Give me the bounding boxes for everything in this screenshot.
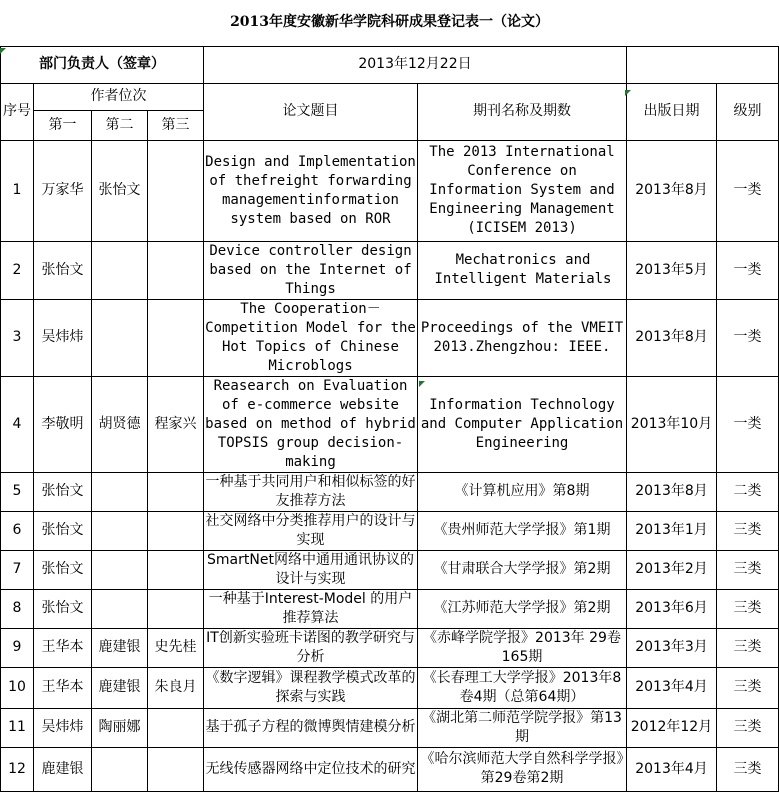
row-number[interactable]: 8	[1, 589, 34, 628]
journal-cell[interactable]: The 2013 International Conference on Information System and Engineering Management (ICISEM 2013)	[418, 140, 627, 241]
paper-title-cell[interactable]: 社交网络中分类推荐用户的设计与实现	[204, 511, 418, 550]
first-author-cell[interactable]: 万家华	[34, 140, 92, 241]
first-author-cell[interactable]: 张怡文	[34, 472, 92, 511]
row-number[interactable]: 12	[1, 747, 34, 791]
level-cell[interactable]: 三类	[717, 708, 779, 747]
level-cell[interactable]: 三类	[717, 550, 779, 589]
dept-head-label: 部门负责人（签章）	[1, 46, 204, 83]
table-row	[1, 589, 779, 628]
first-author-cell[interactable]: 王华本	[34, 628, 92, 667]
date-cell[interactable]: 2013年12月22日	[204, 46, 627, 83]
second-author-cell[interactable]: 鹿建银	[92, 628, 148, 667]
table-row	[1, 511, 779, 550]
pub-date-cell[interactable]: 2013年1月	[627, 511, 717, 550]
header-journal: 期刊名称及期数	[418, 83, 627, 140]
journal-cell[interactable]: 《贵州师范大学学报》第1期	[418, 511, 627, 550]
table-row	[1, 241, 779, 299]
pub-date-cell[interactable]: 2013年8月	[627, 140, 717, 241]
journal-cell[interactable]: 《甘肃联合大学学报》第2期	[418, 550, 627, 589]
row-number[interactable]: 4	[1, 376, 34, 472]
row-number[interactable]: 11	[1, 708, 34, 747]
third-author-cell[interactable]: 程家兴	[148, 376, 204, 472]
pub-date-cell[interactable]: 2012年12月	[627, 708, 717, 747]
third-author-cell[interactable]: 史先桂	[148, 628, 204, 667]
paper-title-cell[interactable]: 一种基于共同用户和相似标签的好友推荐方法	[204, 472, 418, 511]
third-author-cell[interactable]	[148, 550, 204, 589]
paper-title-cell[interactable]: Device controller design based on the Internet of Things	[204, 241, 418, 299]
journal-cell[interactable]: 《湖北第二师范学院学报》第13期	[418, 708, 627, 747]
cell-comment-marker	[419, 381, 425, 387]
journal-cell[interactable]: Mechatronics and Intelligent Materials	[418, 241, 627, 299]
third-author-cell[interactable]	[148, 241, 204, 299]
second-author-cell[interactable]	[92, 241, 148, 299]
table-row	[1, 472, 779, 511]
table-row	[1, 747, 779, 791]
paper-title-cell[interactable]: The Cooperation－Competition Model for the Hot Topics of Chinese Microblogs	[204, 299, 418, 376]
level-cell[interactable]: 二类	[717, 472, 779, 511]
second-author-cell[interactable]	[92, 299, 148, 376]
header-first-author: 第一	[34, 110, 92, 140]
first-author-cell[interactable]: 张怡文	[34, 550, 92, 589]
pub-date-cell[interactable]: 2013年8月	[627, 472, 717, 511]
level-cell[interactable]: 三类	[717, 589, 779, 628]
level-cell[interactable]: 三类	[717, 628, 779, 667]
third-author-cell[interactable]	[148, 472, 204, 511]
row-number[interactable]: 10	[1, 667, 34, 708]
first-author-cell[interactable]: 吴炜炜	[34, 299, 92, 376]
first-author-cell[interactable]: 鹿建银	[34, 747, 92, 791]
paper-title-cell[interactable]: 无线传感器网络中定位技术的研究	[204, 747, 418, 791]
third-author-cell[interactable]	[148, 299, 204, 376]
third-author-cell[interactable]	[148, 747, 204, 791]
second-author-cell[interactable]	[92, 472, 148, 511]
level-cell[interactable]: 一类	[717, 241, 779, 299]
level-cell[interactable]: 一类	[717, 140, 779, 241]
table-row	[1, 140, 779, 241]
level-cell[interactable]: 三类	[717, 747, 779, 791]
second-author-cell[interactable]	[92, 747, 148, 791]
table-row	[1, 299, 779, 376]
first-author-cell[interactable]: 李敬明	[34, 376, 92, 472]
level-cell[interactable]: 一类	[717, 376, 779, 472]
header-third-author: 第三	[148, 110, 204, 140]
journal-cell[interactable]: 《赤峰学院学报》2013年 29卷165期	[418, 628, 627, 667]
paper-title-cell[interactable]: SmartNet网络中通用通讯协议的设计与实现	[204, 550, 418, 589]
third-author-cell[interactable]	[148, 589, 204, 628]
first-author-cell[interactable]: 张怡文	[34, 241, 92, 299]
empty-cell[interactable]	[627, 46, 779, 83]
table-row	[1, 628, 779, 667]
journal-cell[interactable]: 《哈尔滨师范大学自然科学学报》第29卷第2期	[418, 747, 627, 791]
header-paper-title: 论文题目	[204, 83, 418, 140]
table-row	[1, 376, 779, 472]
row-number[interactable]: 7	[1, 550, 34, 589]
row-number[interactable]: 5	[1, 472, 34, 511]
pub-date-cell[interactable]: 2013年5月	[627, 241, 717, 299]
level-cell[interactable]: 一类	[717, 299, 779, 376]
row-number[interactable]: 6	[1, 511, 34, 550]
second-author-cell[interactable]	[92, 589, 148, 628]
cell-comment-marker	[625, 90, 631, 96]
third-author-cell[interactable]	[148, 140, 204, 241]
row-number[interactable]: 1	[1, 140, 34, 241]
second-author-cell[interactable]: 陶丽娜	[92, 708, 148, 747]
pub-date-cell[interactable]: 2013年2月	[627, 550, 717, 589]
second-author-cell[interactable]	[92, 550, 148, 589]
pub-date-cell[interactable]: 2013年6月	[627, 589, 717, 628]
journal-cell[interactable]: Proceedings of the VMEIT 2013.Zhengzhou: IEEE.	[418, 299, 627, 376]
pub-date-cell[interactable]: 2013年8月	[627, 299, 717, 376]
second-author-cell[interactable]: 胡贤德	[92, 376, 148, 472]
journal-cell[interactable]: 《计算机应用》第8期	[418, 472, 627, 511]
paper-title-cell[interactable]: Design and Implementation of thefreight forwarding managementinformation system based on ROR	[204, 140, 418, 241]
pub-date-cell[interactable]: 2013年4月	[627, 747, 717, 791]
header-level: 级别	[717, 83, 779, 140]
first-author-cell[interactable]: 吴炜炜	[34, 708, 92, 747]
row-number[interactable]: 9	[1, 628, 34, 667]
header-authors: 作者位次	[34, 83, 204, 110]
pub-date-cell[interactable]: 2013年10月	[627, 376, 717, 472]
paper-title-cell[interactable]: 基于孤子方程的微博舆情建模分析	[204, 708, 418, 747]
journal-cell[interactable]: 《江苏师范大学学报》第2期	[418, 589, 627, 628]
third-author-cell[interactable]	[148, 511, 204, 550]
header-pub-date: 出版日期	[627, 83, 717, 140]
first-author-cell[interactable]: 张怡文	[34, 589, 92, 628]
row-number[interactable]: 3	[1, 299, 34, 376]
paper-title-cell[interactable]: 《数字逻辑》课程教学模式改革的探索与实践	[204, 667, 418, 708]
table-row	[1, 708, 779, 747]
header-second-author: 第二	[92, 110, 148, 140]
level-cell[interactable]: 三类	[717, 511, 779, 550]
table-row	[1, 667, 779, 708]
cell-comment-marker	[0, 48, 6, 54]
journal-cell[interactable]: Information Technology and Computer Application Engineering	[418, 376, 627, 472]
third-author-cell[interactable]	[148, 708, 204, 747]
paper-title-cell[interactable]: 一种基于Interest-Model 的用户推荐算法	[204, 589, 418, 628]
pub-date-cell[interactable]: 2013年4月	[627, 667, 717, 708]
level-cell[interactable]: 三类	[717, 667, 779, 708]
paper-title-cell[interactable]: IT创新实验班卡诺图的教学研究与分析	[204, 628, 418, 667]
second-author-cell[interactable]: 张怡文	[92, 140, 148, 241]
pub-date-cell[interactable]: 2013年3月	[627, 628, 717, 667]
second-author-cell[interactable]: 鹿建银	[92, 667, 148, 708]
second-author-cell[interactable]	[92, 511, 148, 550]
paper-title-cell[interactable]: Reasearch on Evaluation of e-commerce website based on method of hybrid TOPSIS group decision-making	[204, 376, 418, 472]
journal-cell[interactable]: 《长春理工大学学报》2013年8卷4期（总第64期）	[418, 667, 627, 708]
row-number[interactable]: 2	[1, 241, 34, 299]
first-author-cell[interactable]: 张怡文	[34, 511, 92, 550]
page-title: 2013年度安徽新华学院科研成果登记表一（论文）	[1, 0, 779, 46]
table-row	[1, 550, 779, 589]
third-author-cell[interactable]: 朱良月	[148, 667, 204, 708]
header-seq: 序号	[1, 83, 34, 140]
first-author-cell[interactable]: 王华本	[34, 667, 92, 708]
